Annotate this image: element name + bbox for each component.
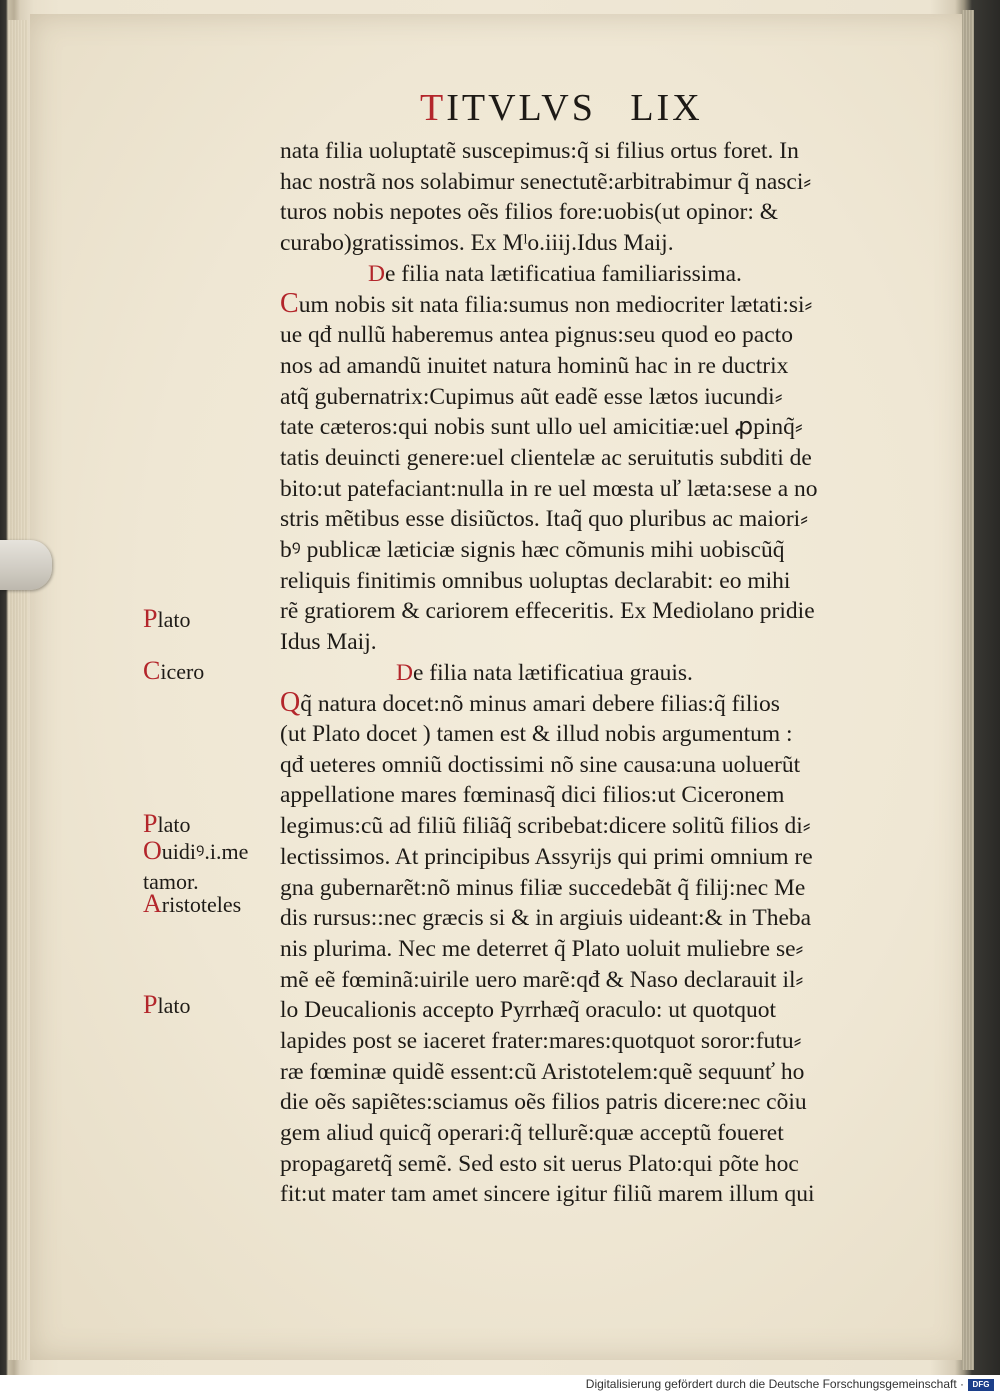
text-line: gem aliud quicq̃ operari:q̃ tellurẽ:quæ acceptũ foueret — [280, 1120, 784, 1146]
marginal-note: tamor. — [143, 869, 199, 894]
text-line: dis rursus::nec græcis si & in argiuis uideant:& in Theba — [280, 905, 812, 932]
rubric-heading: De filia nata lætificatiua familiarissima. — [368, 260, 742, 287]
text-line: (ut Plato docet ) tamen est & illud nobis argumentum : — [280, 721, 793, 748]
text-line: bꝰ publicæ læticiæ signis hæc cõmunis mihi uobiscũq̃ — [280, 536, 785, 563]
text-line: mẽ eẽ fœminã:uirile uero marẽ:qđ & Naso declarauit il⸗ — [280, 966, 804, 993]
text-line: Qq̃ natura docet:nõ minus amari debere filias:q̃ filios — [280, 687, 780, 719]
text-line: turos nobis nepotes oẽs filios fore:uobis(ut opinor: & — [280, 199, 779, 226]
text-line: appellatione mares fœminasq̃ dici filios:ut Ciceronem — [280, 782, 785, 809]
text-line: propagaretq̃ semẽ. Sed esto sit uerus Plato:qui põte hoc — [280, 1150, 799, 1177]
text-line: nos ad amandũ inuitet natura hominũ hac in re ductrix — [280, 352, 789, 379]
marginal-note: Ouidiꝰ.i.me — [143, 836, 249, 865]
page-clip — [0, 540, 52, 590]
text-line: die oẽs sapiẽtes:sciamus oẽs filios patris dicere:nec cõiu — [280, 1089, 807, 1116]
text-line: gna gubernarẽt:nõ minus filiæ succedebãt q̃ filij:nec Me — [280, 874, 806, 901]
text-line: lectissimos. At principibus Assyrijs qui primi omnium re — [280, 843, 813, 870]
text-line: legimus:cũ ad filiũ filiãq̃ scribebat:dicere solitũ filios di⸗ — [280, 813, 811, 840]
running-header — [420, 86, 720, 134]
text-line: fit:ut mater tam amet sincere igitur filiũ marem illum qui — [280, 1181, 815, 1208]
text-line: bito:ut patefaciant:nulla in re uel mœsta uľ læta:sese a no — [280, 475, 818, 502]
funding-credit: Digitalisierung gefördert durch die Deutsche Forschungsgemeinschaft · — [585, 1377, 964, 1391]
running-title: ITVLVS — [446, 87, 596, 129]
dfg-logo: DFG — [968, 1379, 994, 1391]
text-line: atq̃ gubernatrix:Cupimus aũt eadẽ esse lætos iucundi⸗ — [280, 383, 783, 410]
rubric-heading: De filia nata lætificatiua grauis. — [396, 659, 693, 686]
digitization-footer — [0, 1375, 1000, 1393]
text-line: ue qđ nullũ haberemus antea pignus:seu quod eo pacto — [280, 322, 793, 349]
text-line: Idus Maij. — [280, 629, 377, 655]
text-line: tate cæteros:qui nobis sunt ullo uel amicitiæ:uel ꝓpinq̃⸗ — [280, 414, 803, 441]
running-title-initial: T — [420, 87, 447, 129]
text-line: ræ fœminæ quidẽ essent:cũ Aristotelem:quẽ sequunť ho — [280, 1058, 805, 1085]
text-line: stris mẽtibus esse disiũctos. Itaq̃ quo pluribus ac maiori⸗ — [280, 506, 809, 533]
text-line: lapides post se iaceret frater:mares:quotquot soror:futu⸗ — [280, 1027, 802, 1054]
text-line: tatis deuincti genere:uel clientelæ ac seruitutis subditi de — [280, 444, 812, 471]
right-page-stack — [962, 10, 974, 1370]
marginal-note: Cicero — [143, 656, 205, 685]
text-line: qđ ueteres omniũ doctissimi nõ sine causa:una uoluerũt — [280, 751, 801, 778]
red-initial: C — [280, 288, 299, 320]
text-line: reliquis finitimis omnibus uoluptas declarabit: eo mihi — [280, 567, 791, 594]
text-line: nis plurima. Nec me deterret q̃ Plato uoluit muliebre se⸗ — [280, 935, 804, 962]
text-line: rẽ gratiorem & cariorem effeceritis. Ex Mediolano pridie — [280, 598, 815, 625]
red-initial: Q — [280, 687, 301, 719]
marginal-note: Plato — [143, 604, 191, 633]
text-line: Cum nobis sit nata filia:sumus non mediocriter lætati:si⸗ — [280, 288, 813, 320]
main-text — [280, 136, 900, 1210]
text-line: hac nostrã nos solabimur senectutẽ:arbitrabimur q̃ nasci⸗ — [280, 168, 812, 195]
folio-number: LIX — [630, 87, 703, 129]
text-line: curabo)gratissimos. Ex Mˡo.iiij.Idus Maij. — [280, 230, 674, 257]
text-line: nata filia uoluptatẽ suscepimus:q̃ si filius ortus foret. In — [280, 138, 799, 164]
marginal-note: Aristoteles — [143, 889, 242, 918]
text-line: lo Deucalionis accepto Pyrrhæq̃ oraculo: ut quotquot — [280, 997, 777, 1024]
left-page-stack — [8, 20, 28, 1360]
marginal-note: Plato — [143, 809, 191, 838]
marginal-note: Plato — [143, 990, 191, 1019]
